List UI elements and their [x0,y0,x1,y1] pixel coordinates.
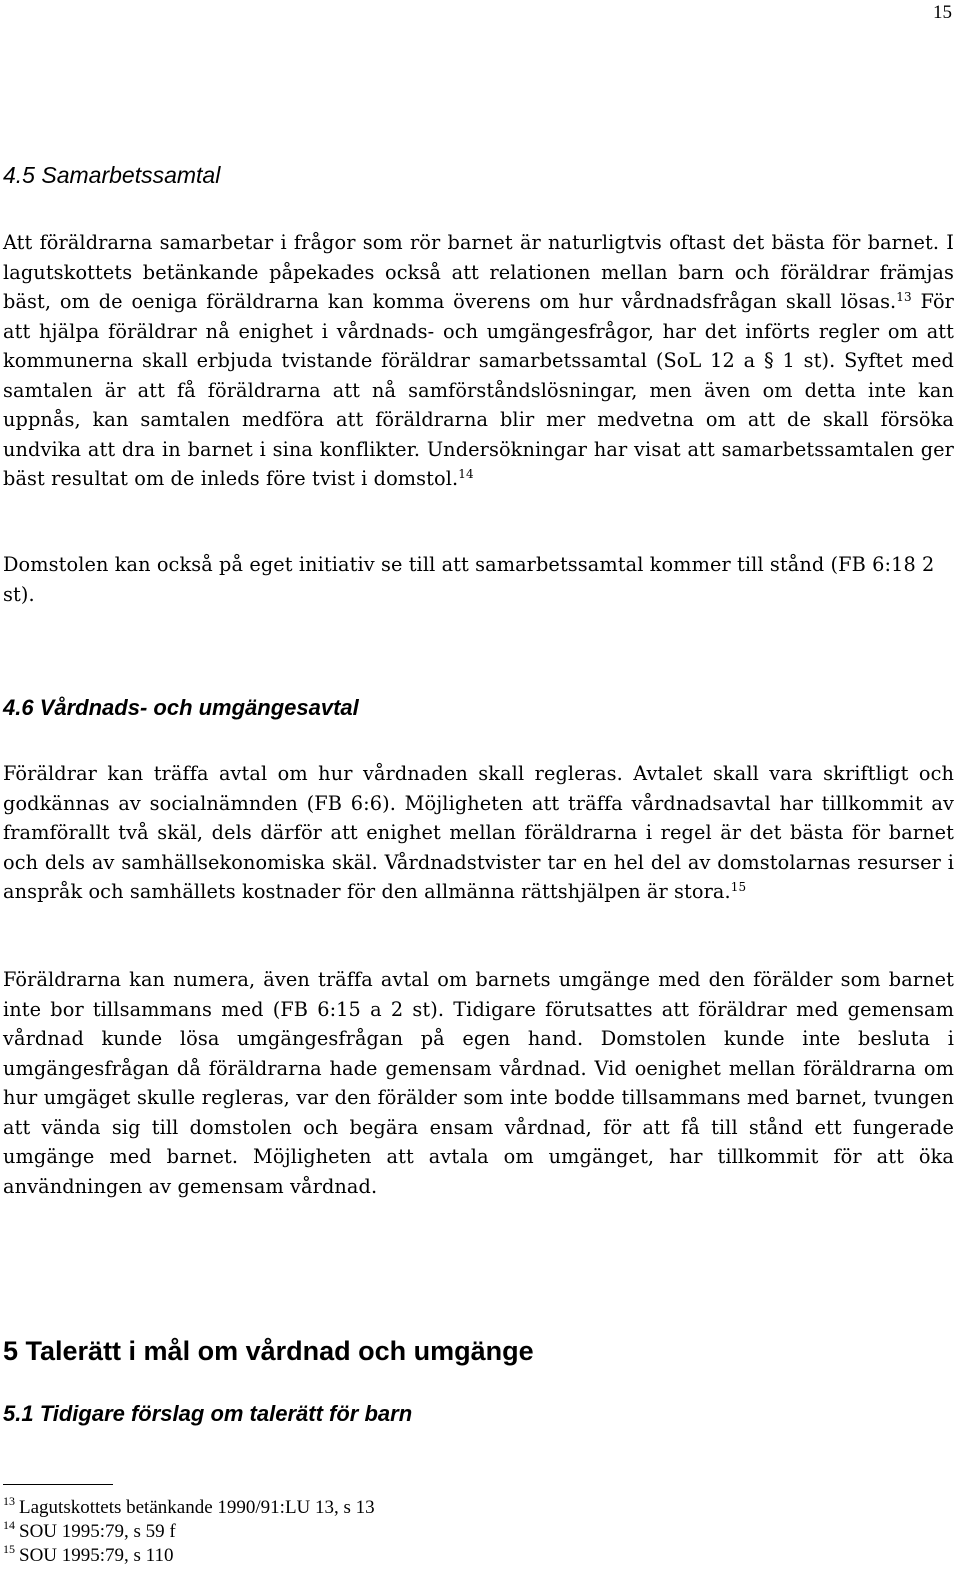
footnote-text: SOU 1995:79, s 110 [19,1545,174,1566]
footnote-ref-15[interactable]: 15 [730,880,747,894]
paragraph-text: Föräldrar kan träffa avtal om hur vårdnaden skall regleras. Avtalet skall vara skriftligt och godkännas av socialnämnden (FB 6:6). Möjligheten att träffa vårdnadsavtal har tillkommit av framförallt två skäl, dels därför att enighet mellan föräldrarna i regel är det bästa för barnet och dels av samhällsekonomiska skäl. Vårdnadstvister tar en hel del av domstolarnas resurser i anspråk och samhällets kostnader för den allmänna rättshjälpen är stora. [3,762,954,903]
section-4-5-paragraph-1 [3,228,954,494]
section-4-6-heading: 4.6 Vårdnads- och umgängesavtal [3,695,359,720]
section-4-5-paragraph-2: Domstolen kan också på eget initiativ se till att samarbetssamtal kommer till stånd (FB 6:18 2 st). [3,553,935,606]
footnotes [3,1496,375,1568]
footnote-number: 13 [3,1494,15,1508]
paragraph-text: Att föräldrarna samarbetar i frågor som rör barnet är naturligtvis oftast det bästa för barnet. I lagutskottets betänkande påpekades också att relationen mellan barn och föräldrar främjas bäst, om de oeniga föräldrarna kan komma överens om hur vårdnadsfrågan skall lösas. [3,231,954,313]
footnote-15 [3,1544,375,1568]
footnote-14 [3,1520,375,1544]
footnote-13 [3,1496,375,1520]
footnote-text: SOU 1995:79, s 59 f [19,1521,176,1542]
footnote-ref-13[interactable]: 13 [896,290,912,304]
section-5-1-heading: 5.1 Tidigare förslag om talerätt för barn [3,1401,413,1426]
footnote-divider [3,1484,113,1485]
section-4-6-paragraph-1 [3,759,954,907]
section-4-5-heading: 4.5 Samarbetssamtal [3,162,221,188]
footnote-number: 14 [3,1518,15,1532]
footnote-number: 15 [3,1542,15,1556]
footnote-ref-14[interactable]: 14 [458,467,474,481]
footnote-text: Lagutskottets betänkande 1990/91:LU 13, s 13 [19,1497,375,1518]
page-number: 15 [933,2,952,23]
paragraph-text: För att hjälpa föräldrar nå enighet i vårdnads- och umgängesfrågor, har det införts regler om att kommunerna skall erbjuda tvistande föräldrar samarbetssamtal (SoL 12 a § 1 st). Syftet med samtalen är att få föräldrarna att nå samförståndslösningar, men även om detta inte kan uppnås, kan samtalen medföra att föräldrarna blir mer medvetna om att de skall försöka undvika att dra in barnet i sina konflikter. Undersökningar har visat att samarbetssamtalen ger bäst resultat om de inleds före tvist i domstol. [3,290,954,490]
section-5-heading: 5 Talerätt i mål om vårdnad och umgänge [3,1336,534,1366]
section-4-6-paragraph-2: Föräldrarna kan numera, även träffa avtal om barnets umgänge med den förälder som barnet inte bor tillsammans med (FB 6:15 a 2 st). Tidigare förutsattes att föräldrar med gemensam vårdnad kunde lösa umgängesfrågan på egen hand. Domstolen kunde inte besluta i umgängesfrågan då föräldrarna hade gemensam vårdnad. Vid oenighet mellan föräldrarna om hur umgäget skulle regleras, var den förälder som inte bodde tillsammans med barnet, tvungen att vända sig till domstolen och begära ensam vårdnad, för att få till stånd ett fungerade umgänge med barnet. Möjligheten att avtala om umgänget, har tillkommit för att öka användningen av gemensam vårdnad. [3,968,954,1198]
